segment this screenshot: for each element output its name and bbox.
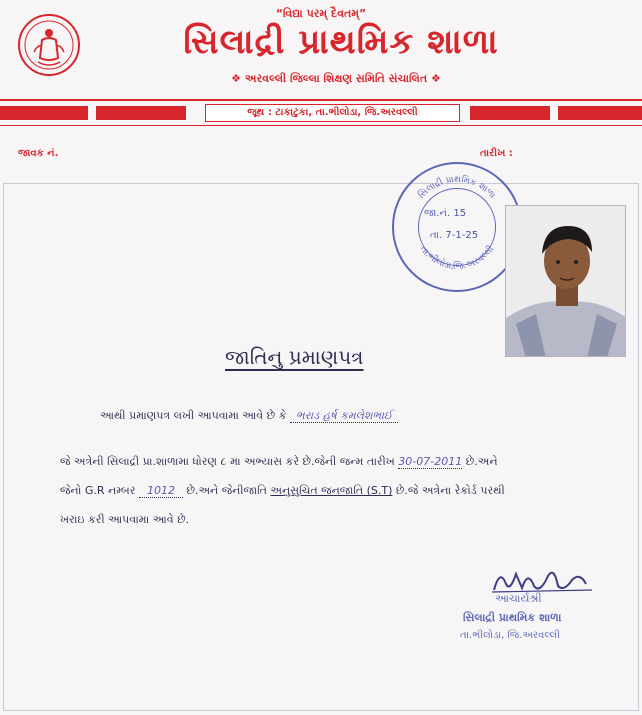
line2-text: જે અત્રેની સિલાદ્રી પ્રા.શાળામા ધોરણ ૮ મા અભ્યાસ કરે છે.જેની જન્મ તારીખ xyxy=(60,455,399,468)
certificate-title: જાતિનુ પ્રમાણપત્ર xyxy=(225,345,364,369)
student-photo xyxy=(505,205,626,357)
gr-number-value: 1012 xyxy=(139,484,183,498)
header-divider xyxy=(0,99,642,101)
line3-middle: છે.અને જેનીજાતિ xyxy=(182,484,271,497)
line3-suffix: છે.જે અત્રેના રેકોર્ડ પરથી xyxy=(392,484,505,497)
stamp-date: તા. 7-1-25 xyxy=(430,230,479,241)
stamp-number: જા.નં. 15 xyxy=(424,208,467,219)
birth-date-value: 30-07-2011 xyxy=(398,455,463,468)
band-segment xyxy=(470,106,550,120)
band-segment xyxy=(96,106,186,120)
school-subtitle: ❖ અરવલ્લી જિલ્લા શિક્ષણ સમિતિ સંચાલિત ❖ xyxy=(231,72,441,85)
line1-text: આથી પ્રમાણપત્ર લખી આપવામા આવે છે કે xyxy=(100,409,290,422)
line3-text: જેનો G.R નમ્બર xyxy=(60,484,139,497)
school-name-heading: સિલાદ્રી પ્રાથમિક શાળા xyxy=(183,22,499,62)
principal-school-name: સિલાદ્રી પ્રાથમિક શાળા xyxy=(463,611,562,624)
band-segment xyxy=(0,106,88,120)
student-name-field xyxy=(290,409,399,423)
student-name-value: ભરાડ હર્ષ કમલેશભાઈ xyxy=(295,409,393,422)
stamp-top-text: સિલાદ્રી પ્રાથમિક શાળા xyxy=(416,174,498,201)
outward-number-label: જાવક નં. xyxy=(18,148,59,159)
student-portrait-image xyxy=(506,206,626,357)
stamp-bottom-text: તા.ભીલોડા,જિ.અરવલ્લી xyxy=(417,244,497,272)
header-divider xyxy=(0,125,642,126)
motto-text: “વિદ્યા પરમ્ દૈવતમ્” xyxy=(275,7,367,20)
date-label: તારીખ : xyxy=(480,148,513,159)
certificate-line-1 xyxy=(100,409,398,423)
certificate-line-3 xyxy=(60,484,505,498)
certificate-line-4: ખરાઇ કરી આપવામા આવે છે. xyxy=(60,513,190,526)
caste-value: અનુસુચિત જનજાતિ (S.T) xyxy=(270,484,393,497)
band-segment xyxy=(558,106,642,120)
principal-school-address: તા.ભીલોડા, જિ.અરવલ્લી xyxy=(460,630,560,641)
line2-suffix: છે.અને xyxy=(462,455,498,468)
school-address: જૂથ : ટાકાટુકા, તા.ભીલોડા, જિ.અરવલ્લી xyxy=(205,104,460,122)
certificate-line-2 xyxy=(60,455,498,469)
principal-title: આચાર્યશ્રી xyxy=(495,592,542,605)
stamp-inner-circle xyxy=(418,188,496,266)
